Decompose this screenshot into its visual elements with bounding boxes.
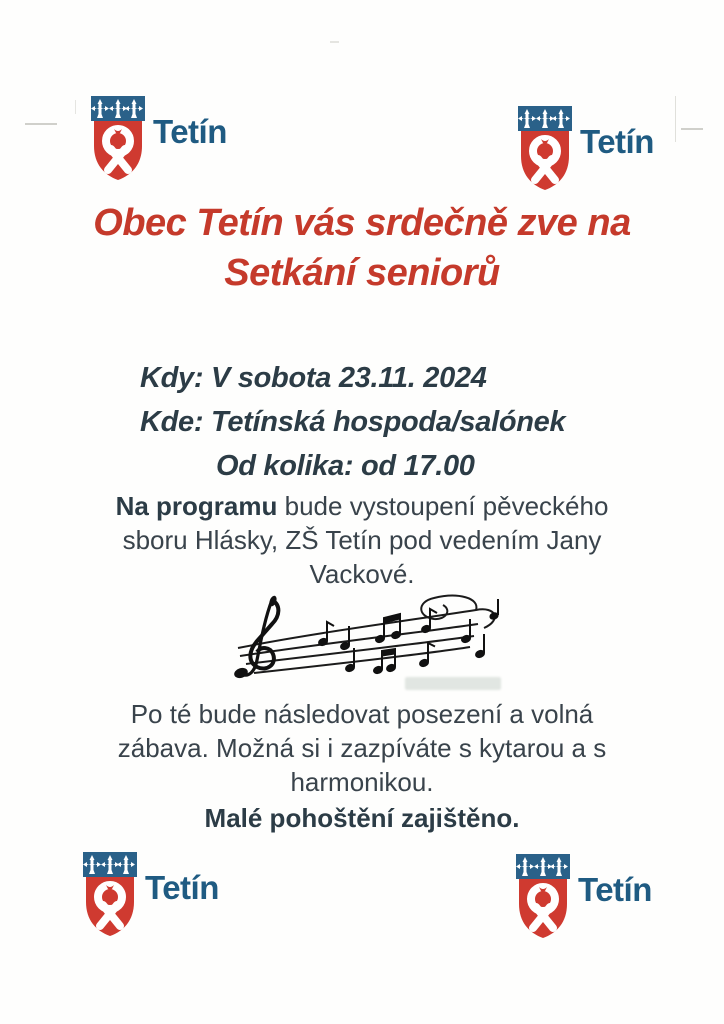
program-paragraph <box>62 489 662 591</box>
scan-artifact-dash <box>25 123 57 125</box>
closing-line2: zábava. Možná si i zazpíváte s kytarou a s <box>117 733 607 763</box>
event-details <box>140 356 565 488</box>
event-date-line: Kdy: V sobota 23.11. 2024 <box>140 362 487 394</box>
tetin-coat-of-arms-icon <box>513 854 573 940</box>
closing-paragraph <box>62 697 662 835</box>
poster-title-line1: Obec Tetín vás srdečně zve na <box>93 202 631 244</box>
program-line2: sboru Hlásky, ZŠ Tetín pod vedením Jany <box>122 525 602 555</box>
scan-artifact-dash <box>681 128 703 130</box>
tetin-coat-of-arms-icon <box>88 96 148 182</box>
scan-artifact-speck <box>330 41 339 43</box>
tetin-logo-label: Tetín <box>145 869 219 906</box>
closing-line1: Po té bude následovat posezení a volná <box>130 699 594 729</box>
event-place-line: Kde: Tetínská hospoda/salónek <box>140 406 566 438</box>
program-line1: Na programu bude vystoupení pěveckého <box>115 491 609 521</box>
poster-title <box>0 198 724 298</box>
closing-line3: harmonikou. <box>290 767 434 797</box>
tetin-logo-label: Tetín <box>153 113 227 150</box>
tetin-coat-of-arms-icon <box>80 852 140 938</box>
tetin-logo-bottom-left <box>80 852 219 938</box>
tetin-logo-top-right <box>515 106 654 192</box>
scan-artifact-line <box>675 96 676 142</box>
scan-artifact-line <box>75 100 76 114</box>
program-line3: Vackové. <box>309 559 415 589</box>
tetin-logo-label: Tetín <box>578 871 652 908</box>
tetin-logo-top-left <box>88 96 227 182</box>
event-time-line: Od kolika: od 17.00 <box>216 450 475 482</box>
tetin-logo-label: Tetín <box>580 123 654 160</box>
poster-title-line2: Setkání seniorů <box>224 252 500 294</box>
tetin-coat-of-arms-icon <box>515 106 575 192</box>
tetin-logo-bottom-right <box>513 854 652 940</box>
image-watermark-strip <box>405 677 501 690</box>
refreshments-line: Malé pohoštění zajištěno. <box>204 803 520 833</box>
program-lead: Na programu <box>115 491 278 521</box>
